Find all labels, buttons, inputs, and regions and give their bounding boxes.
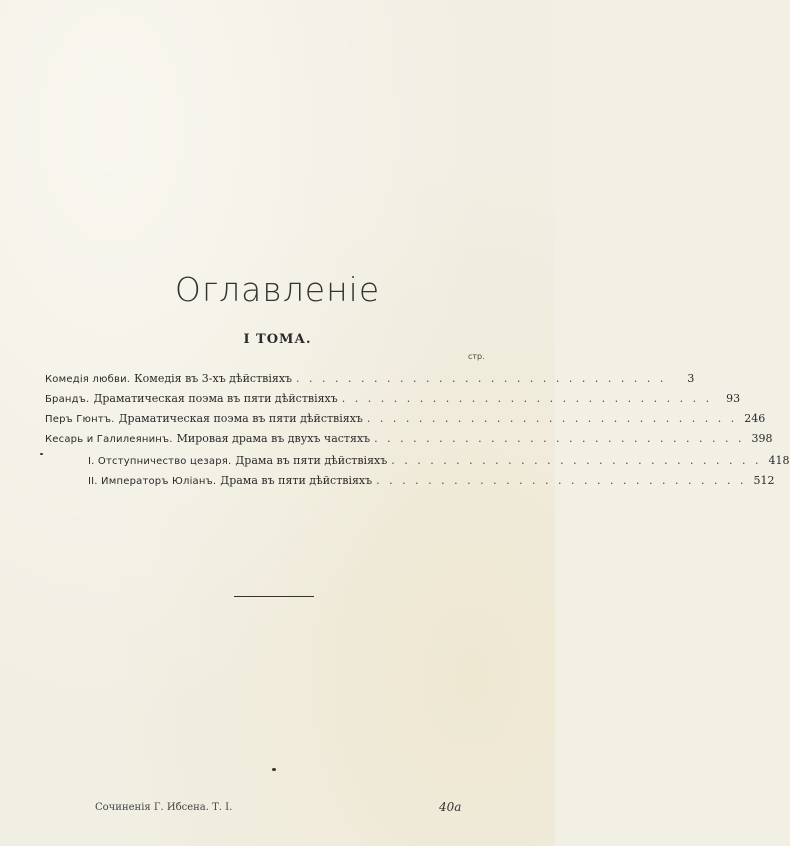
toc-entry-name: Комедія любви. <box>45 374 131 385</box>
toc-entry-description: Драма въ пяти дѣйствіяхъ <box>220 474 373 487</box>
footer-note: Сочиненія Г. Ибсена. Т. I. <box>95 802 233 813</box>
toc-entry <box>45 392 741 410</box>
signature-mark: 40a <box>439 800 462 814</box>
toc-entry-page: 93 <box>726 392 741 405</box>
toc-entry-description: Мировая драма въ двухъ частяхъ <box>176 432 371 445</box>
ink-speck <box>40 453 43 455</box>
toc-entry-description: Драма въ пяти дѣйствіяхъ <box>235 454 388 467</box>
toc-entry-description: Комедія въ 3-хъ дѣйствіяхъ <box>134 372 293 385</box>
page-column-label: стр. <box>468 352 485 361</box>
leader-dots: . . . . . . . . . . . . . . . . . . . . . . . . . . . . . <box>376 474 747 487</box>
toc-entry-page: 512 <box>753 474 775 487</box>
toc-entry-name: Брандъ. <box>45 394 90 405</box>
ink-speck <box>272 768 276 771</box>
toc-entry-description: Драматическая поэма въ пяти дѣйствіяхъ <box>93 392 338 405</box>
horizontal-rule <box>234 596 314 597</box>
toc-entry-page: 398 <box>751 432 773 445</box>
toc-entry-name: Кесарь и Галилеянинъ. <box>45 434 173 445</box>
toc-entry-description: Драматическая поэма въ пяти дѣйствіяхъ <box>118 412 363 425</box>
volume-subtitle: I ТОМА. <box>243 332 312 347</box>
toc-entry <box>45 432 773 450</box>
toc-entry <box>88 474 775 492</box>
leader-dots: . . . . . . . . . . . . . . . . . . . . . . . . . . . . . <box>366 412 738 425</box>
page-title: Оглавленіе <box>174 270 381 309</box>
leader-dots: . . . . . . . . . . . . . . . . . . . . . . . . . . . . . <box>391 454 762 467</box>
toc-entry <box>88 454 790 472</box>
toc-entry-name: II. Императоръ Юліанъ. <box>88 476 217 487</box>
leader-dots: . . . . . . . . . . . . . . . . . . . . . . . . . . . . . <box>296 372 667 385</box>
toc-entry <box>45 372 695 390</box>
toc-entry-name: Перъ Гюнтъ. <box>45 414 115 425</box>
toc-entry-page: 418 <box>768 454 790 467</box>
toc-entry-name: I. Отступничество цезаря. <box>88 456 232 467</box>
leader-dots: . . . . . . . . . . . . . . . . . . . . . . . . . . . . . <box>341 392 713 405</box>
leader-dots: . . . . . . . . . . . . . . . . . . . . . . . . . . . . . <box>374 432 745 445</box>
toc-entry <box>45 412 766 430</box>
toc-entry-page: 3 <box>687 372 695 385</box>
toc-entry-page: 246 <box>744 412 766 425</box>
